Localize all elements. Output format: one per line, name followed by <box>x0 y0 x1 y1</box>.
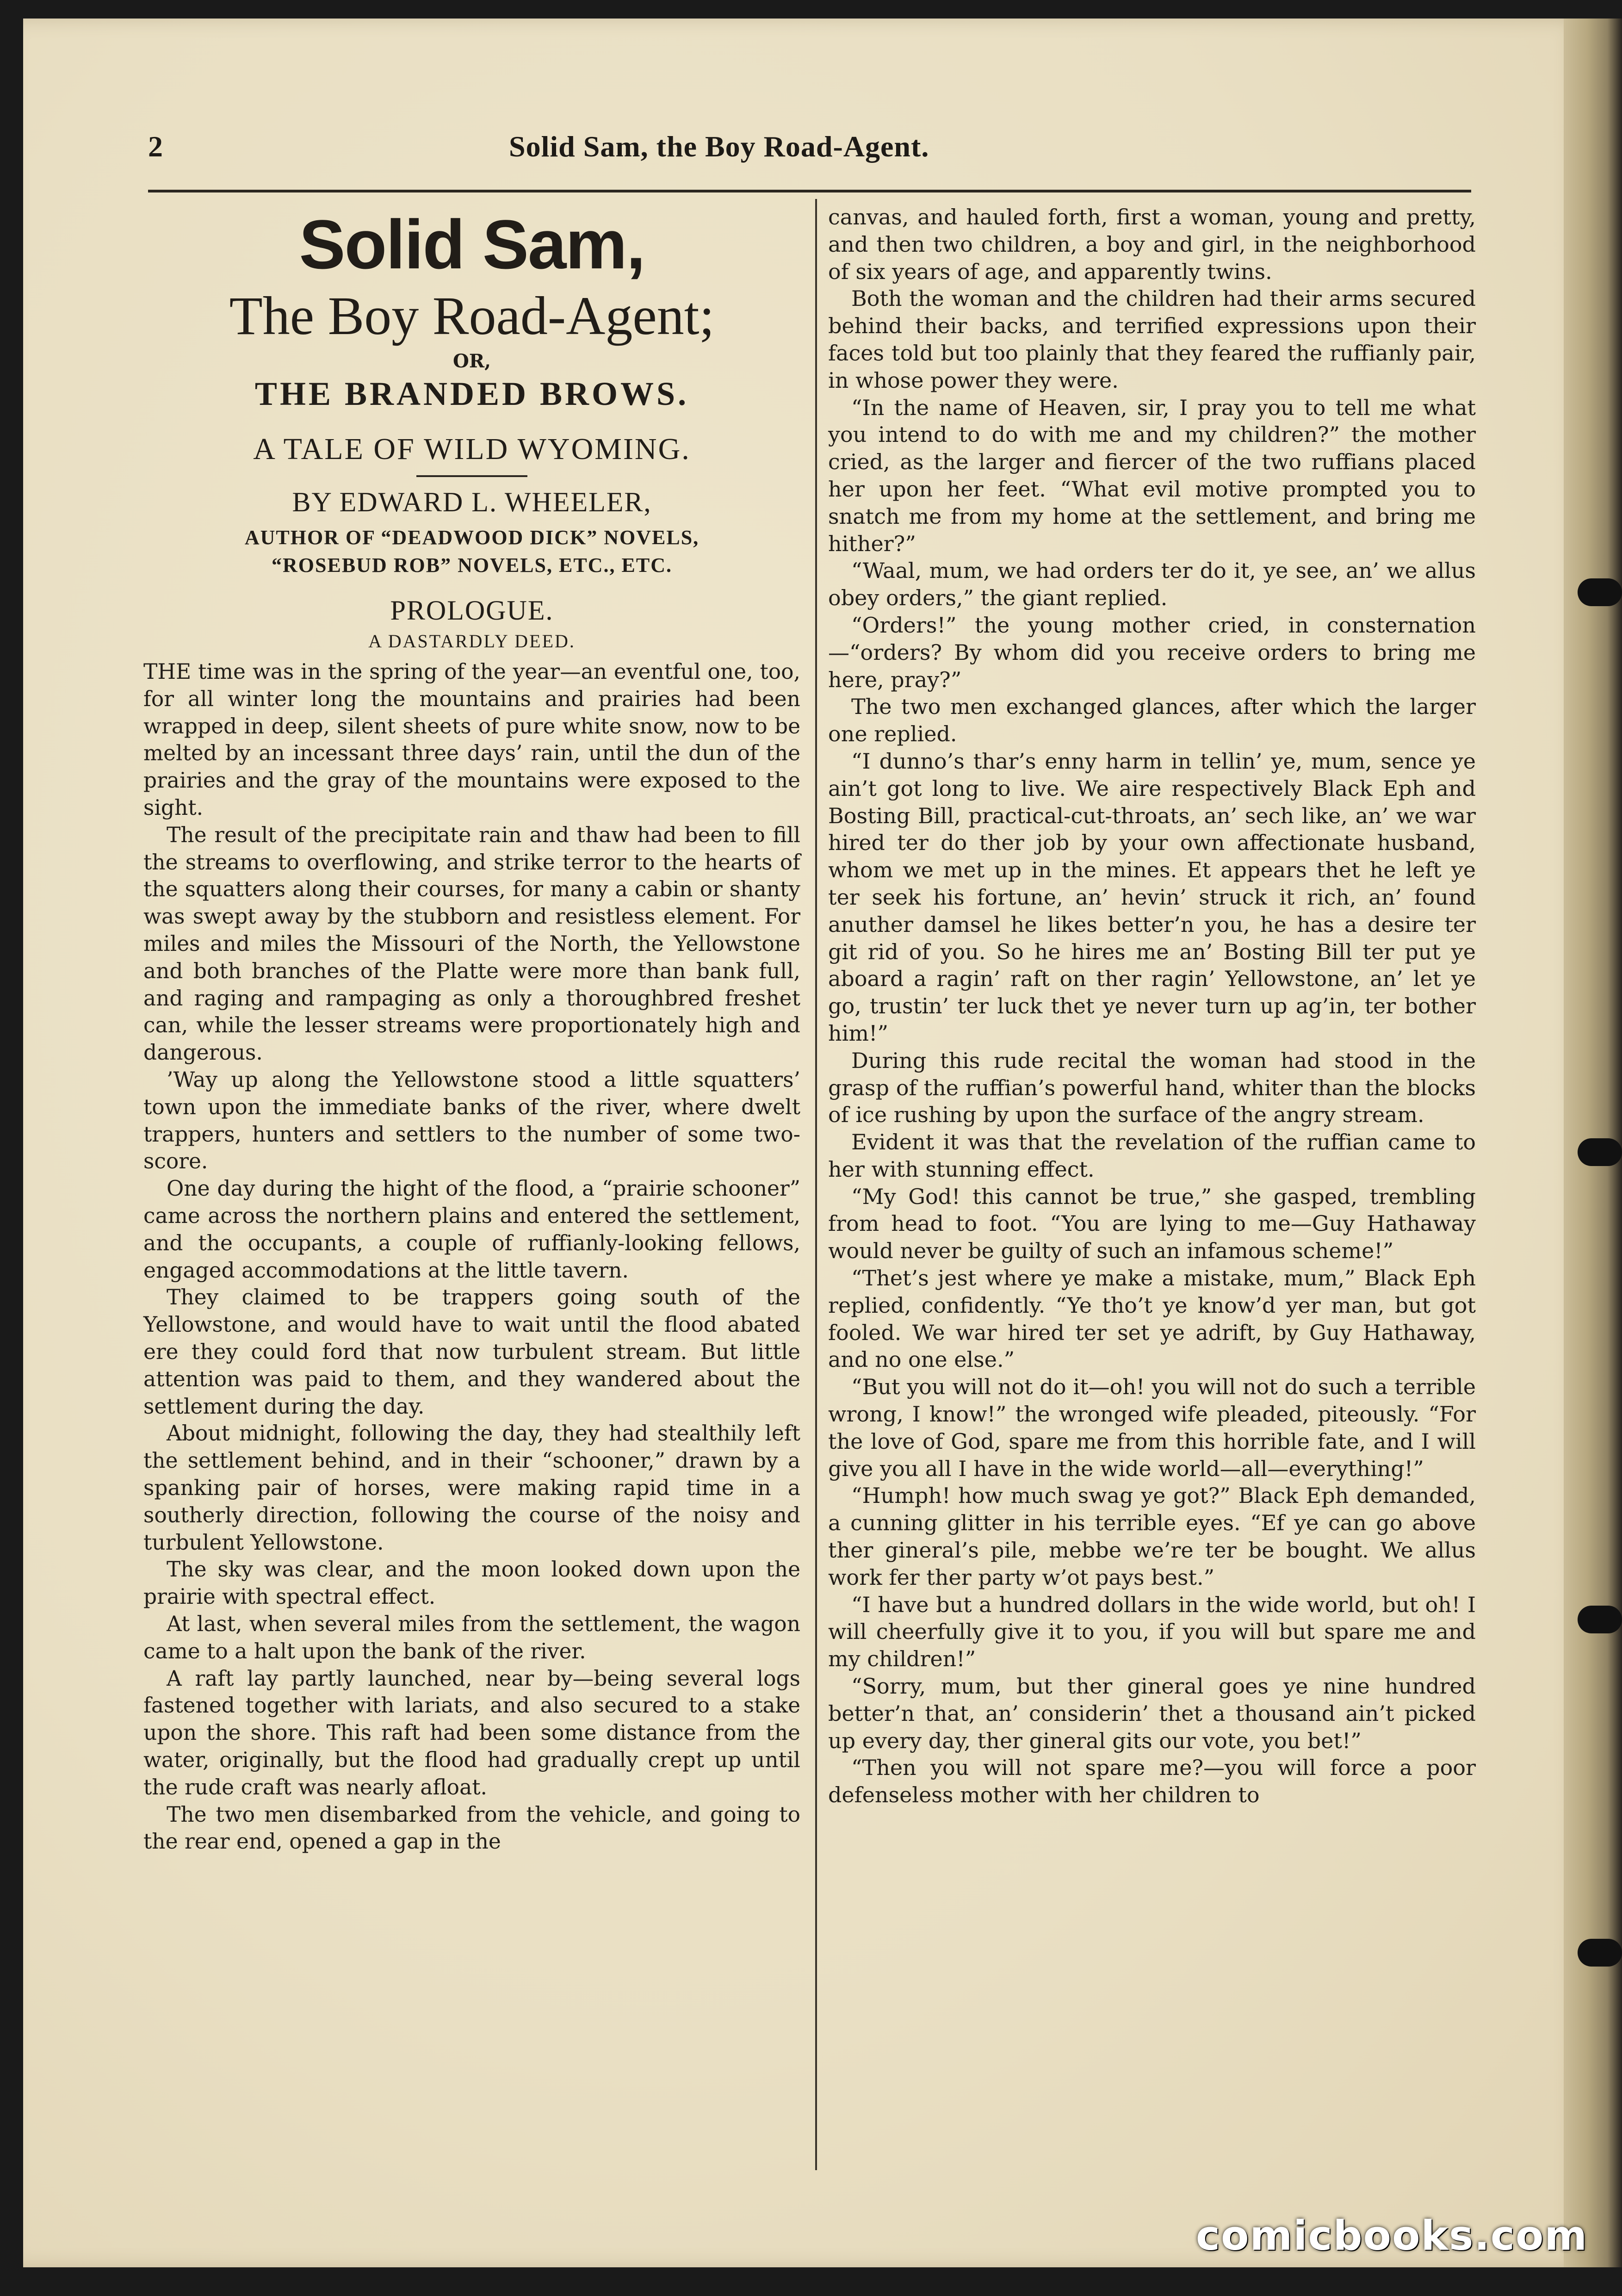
paragraph: Both the woman and the children had their arms secured behind their backs, and terrified expressions upon their faces told but too plainly that they feared the ruffianly pair, in whose power they were. <box>828 286 1476 393</box>
paragraph: During this rude recital the woman had stood in the grasp of the ruffian’s powerful hand, whiter than the blocks of ice rushing by upon the surface of the angry stream. <box>828 1048 1476 1128</box>
prologue-heading: PROLOGUE. <box>390 595 554 626</box>
author-credit-line: “ROSEBUD ROB” NOVELS, ETC., ETC. <box>272 553 672 577</box>
paragraph: The two men exchanged glances, after which the larger one replied. <box>828 694 1476 747</box>
paragraph: “Orders!” the young mother cried, in consternation—“orders? By whom did you receive orders to bring me here, pray?” <box>828 612 1476 692</box>
binding-stitch <box>1578 1606 1622 1633</box>
right-column <box>828 204 1476 1809</box>
paragraph: “But you will not do it—oh! you will not do such a terrible wrong, I know!” the wronged wife pleaded, piteously. “For the love of God, spare me from this horrible fate, and I will give you all I have in the wide world—all—everything!” <box>828 1374 1476 1481</box>
author-credit-line: AUTHOR OF “DEADWOOD DICK” NOVELS, <box>244 526 700 549</box>
paragraph: “In the name of Heaven, sir, I pray you to tell me what you intend to do with me and my children?” the mother cried, as the larger and fiercer of the two ruffians placed her upon her feet. “What evil motive prompted you to snatch me from my home at the settlement, and bring me hither?” <box>828 395 1476 556</box>
author-credits <box>143 524 800 579</box>
paragraph: “Waal, mum, we had orders ter do it, ye see, an’ we allus obey orders,” the giant replied. <box>828 558 1476 611</box>
paragraph: “I have but a hundred dollars in the wide world, but oh! I will cheerfully give it to you, if you will but spare me and my children!” <box>828 1592 1476 1672</box>
or-connector: OR, <box>452 350 491 372</box>
left-column <box>143 204 800 1855</box>
paragraph: “I dunno’s thar’s enny harm in tellin’ ye, mum, sence ye ain’t got long to live. We aire respectively Black Eph and Bosting Bill, practical-cut-throats, an’ sech like, an’ we war hired ter do ther job by your own affectionate husband, whom we met up in the mines. Et appears thet he left ye ter seek his fortune, an’ hevin’ struck it rich, an’ found anuther damsel he likes better’n you, he has a desire ter git rid of you. So he hires me an’ Bosting Bill ter put ye aboard a ragin’ raft on ther ragin’ Yellowstone, an’ let ye go, trustin’ ter luck thet ye never turn up ag’in, ter bother him!” <box>828 748 1476 1046</box>
running-title: Solid Sam, the Boy Road-Agent. <box>509 130 929 163</box>
column-divider <box>815 199 817 2170</box>
story-tagline: A TALE OF WILD WYOMING. <box>253 432 691 466</box>
paragraph: The result of the precipitate rain and thaw had been to fill the streams to overflowing, and strike terror to the hearts of the squatters along their courses, for many a cabin or shanty was swept away by the stubborn and resistless element. For miles and miles the Missouri of the North, the Yellowstone and both branches of the Platte were more than bank full, and raging and rampaging as only a thoroughbred freshet can, while the lesser streams were proportionately high and dangerous. <box>143 822 800 1065</box>
paragraph: canvas, and hauled forth, first a woman, young and pretty, and then two children, a boy and girl, in the neighborhood of six years of age, and apparently twins. <box>828 205 1476 284</box>
paragraph: “Thet’s jest where ye make a mistake, mum,” Black Eph replied, confidently. “Ye tho’t ye know’d yer man, but got fooled. We war hired ter set ye adrift, by Guy Hathaway, and no one else.” <box>828 1266 1476 1372</box>
site-watermark: comicbooks.com <box>1196 2212 1588 2259</box>
paragraph: At last, when several miles from the settlement, the wagon came to a halt upon the bank of the river. <box>143 1611 800 1663</box>
binding-stitch <box>1578 1138 1622 1166</box>
title-block <box>143 205 800 652</box>
paragraph: “Sorry, mum, but ther gineral goes ye nine hundred better’n that, an’ considerin’ thet a thousand ain’t picked up every day, ther gineral gits our vote, you bet!” <box>828 1674 1476 1753</box>
paragraph: “Then you will not spare me?—you will force a poor defenseless mother with her children to <box>828 1755 1476 1808</box>
paragraph: A raft lay partly launched, near by—being several logs fastened together with lariats, and also secured to a stake upon the shore. This raft had been some distance from the water, originally, but the flood had gradually crept up until the rude craft was nearly afloat. <box>143 1666 800 1800</box>
binding-stitch <box>1578 1939 1622 1967</box>
alternate-title: THE BRANDED BROWS. <box>254 375 689 413</box>
header-rule <box>148 190 1471 192</box>
paragraph: THE time was in the spring of the year—an eventful one, too, for all winter long the mountains and prairies had been wrapped in deep, silent sheets of pure white snow, now to be melted by an incessant three days’ rain, until the dun of the prairies and the gray of the mountains were exposed to the sight. <box>143 659 800 820</box>
paragraph: They claimed to be trappers going south of the Yellowstone, and would have to wait until the flood abated ere they could ford that now turbulent stream. But little attention was paid to them, and they wandered about the settlement during the day. <box>143 1285 800 1419</box>
paragraph: About midnight, following the day, they had stealthily left the settlement behind, and in their “schooner,” drawn by a spanking pair of horses, were making rapid time in a southerly direction, following the course of the noisy and turbulent Yellowstone. <box>143 1421 800 1555</box>
paragraph: The sky was clear, and the moon looked down upon the prairie with spectral effect. <box>143 1557 800 1609</box>
paragraph: The two men disembarked from the vehicle, and going to the rear end, opened a gap in the <box>143 1802 800 1854</box>
running-head <box>148 130 1471 176</box>
title-rule <box>416 475 527 477</box>
binding-stitch <box>1578 578 1622 606</box>
paragraph: “Humph! how much swag ye got?” Black Eph demanded, a cunning glitter in his terrible eyes. “Ef ye can go above ther gineral’s pile, mebbe we’re ter be bought. We allus work fer ther party w’ot pays best.” <box>828 1483 1476 1590</box>
page-number: 2 <box>148 130 163 163</box>
byline: BY EDWARD L. WHEELER, <box>292 487 652 518</box>
chapter-title: A DASTARDLY DEED. <box>368 631 576 652</box>
paragraph: Evident it was that the revelation of the ruffian came to her with stunning effect. <box>828 1129 1476 1182</box>
paragraph: “My God! this cannot be true,” she gasped, trembling from head to foot. “You are lying to me—Guy Hathaway would never be guilty of such an infamous scheme!” <box>828 1184 1476 1264</box>
story-subtitle: The Boy Road-Agent; <box>229 285 715 346</box>
paragraph: One day during the hight of the flood, a “prairie schooner” came across the northern plains and entered the settlement, and the occupants, a couple of ruffianly-looking fellows, engaged accommodations at the little tavern. <box>143 1176 800 1283</box>
paragraph: ’Way up along the Yellowstone stood a little squatters’ town upon the immediate banks of the river, where dwelt trappers, hunters and settlers to the number of some two-score. <box>143 1067 800 1174</box>
story-title: Solid Sam, <box>299 205 645 283</box>
